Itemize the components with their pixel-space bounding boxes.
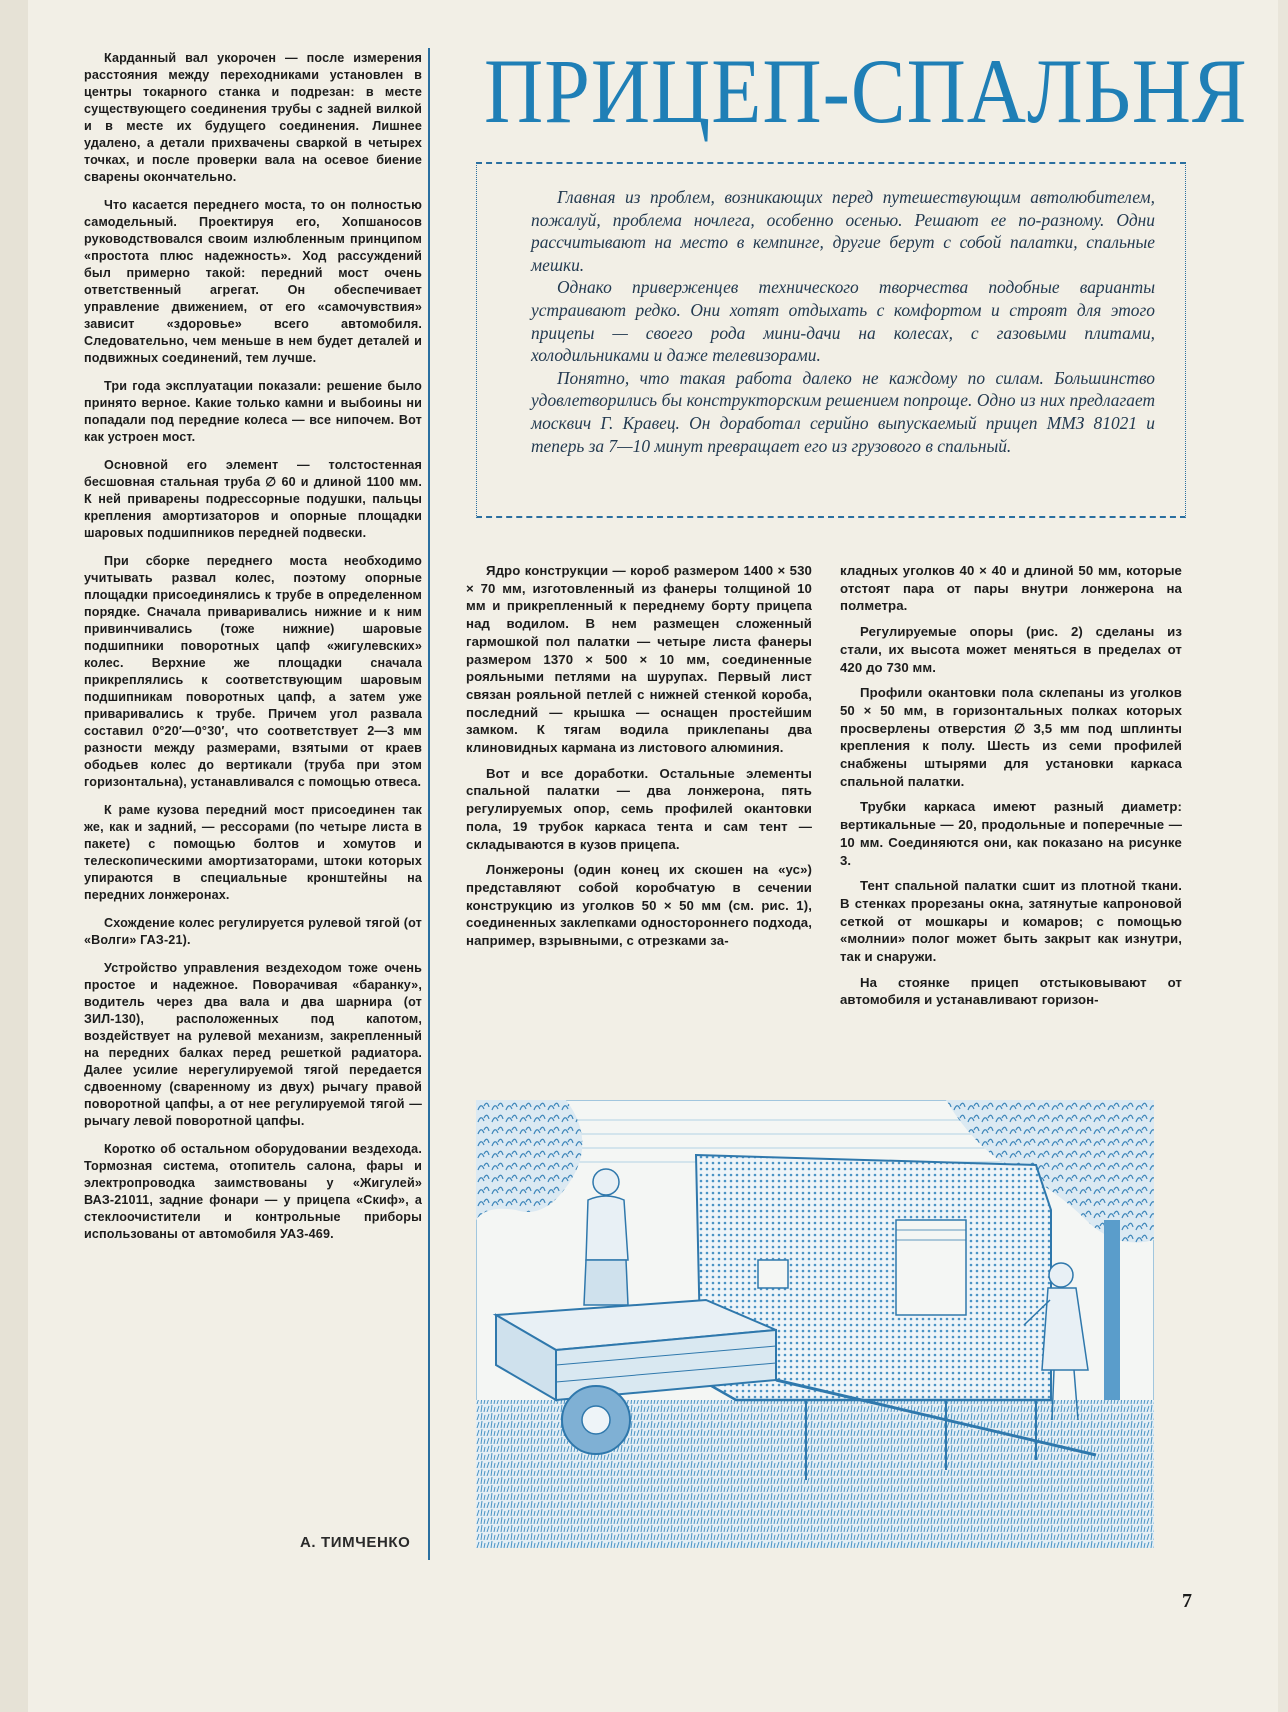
left-paragraph: Коротко об остальном оборудовании вездехода. Тормозная система, отопитель салона, фары и электропроводка заимствованы у «Жигулей» ВАЗ-21011, задние фонари — у прицепа «Скиф», а стеклоочистители и контрольные приборы использованы от автомобиля УАЗ-469. xyxy=(84,1142,422,1241)
trailer-tent-illustration xyxy=(476,1100,1154,1548)
left-paragraph: При сборке переднего моста необходимо учитывать развал колес, поэтому опорные площадки присоединялись к трубе в определенном порядке. Сначала приваривались нижние и к ним привинчивались (тоже нижние) шаровые подшипники поворотных цапф «жигулевских» колес. Верхние же площадки сначала прикреплялись к соответствующим шаровым подшипникам поворотных цапф, а затем уже приваривались к трубе. Причем угол развала составил 0°20′—0°30′, что соответствует 2—3 мм разности между размерами, взятыми от краев ободьев колес до вертикали (труба при этом горизонтальна), устанавливался с помощью отвеса. xyxy=(84,554,422,789)
right-paragraph: На стоянке прицеп отстыковывают от автомобиля и устанавливают горизон- xyxy=(840,974,1182,1008)
lead-paragraph: Однако приверженцев технического творчества подобные варианты устраивают редко. Они хотят отдыхать с комфортом и строят для этого прицепы — своего рода мини-дачи на колесах, с газовыми плитами, холодильниками и даже телевизорами. xyxy=(531,277,1155,366)
left-paragraph: Основной его элемент — толстостенная бесшовная стальная труба ∅ 60 и длиной 1100 мм. К ней приварены подрессорные подушки, пальцы крепления амортизаторов и опорные площадки шаровых подшипников передней подвески. xyxy=(84,458,422,540)
left-paragraph: Схождение колес регулируется рулевой тягой (от «Волги» ГАЗ-21). xyxy=(84,916,422,947)
column-divider xyxy=(428,48,430,1560)
lead-paragraph: Понятно, что такая работа далеко не каждому по силам. Большинство удовлетворились бы конструкторским решением попроще. Одно из них предлагает москвич Г. Кравец. Он доработал серийно выпускаемый прицеп ММЗ 81021 и теперь за 7—10 минут превращает его из грузового в спальный. xyxy=(531,367,1155,456)
left-paragraph: Устройство управления вездеходом тоже очень простое и надежное. Поворачивая «баранку», водитель через два вала и два шарнира (от ЗИЛ-130), расположенных под капотом, воздействует на рулевой механизм, закрепленный на передних балках перед решеткой радиатора. Далее усилие нерегулируемой тягой передается сдвоенному (сваренному из двух) рычагу правой поворотной цапфы, а от нее регулируемой тягой — рычагу левой поворотной цапфы. xyxy=(84,961,422,1128)
article-title: ПРИЦЕП-СПАЛЬНЯ xyxy=(484,40,1248,143)
lead-box xyxy=(476,162,1186,518)
lead-paragraph: Главная из проблем, возникающих перед путешествующим автолюбителем, пожалуй, проблема ночлега, особенно осенью. Решают ее по-разному. Одни рассчитывают на место в кемпинге, другие берут с собой палатки, спальные мешки. xyxy=(531,187,1155,275)
left-paragraph: К раме кузова передний мост присоединен так же, как и задний, — рессорами (по четыре листа в пакете) с помощью болтов и хомутов и телескопическими амортизаторами, штоки которых упираются в специальные кронштейны на передних лонжеронах. xyxy=(84,803,422,902)
right-column xyxy=(840,562,1182,1017)
right-paragraph: Тент спальной палатки сшит из плотной ткани. В стенках прорезаны окна, затянутые капроновой сеткой от мошкары и комаров; с помощью «молнии» полог может быть закрыт как изнутри, так и снаружи. xyxy=(840,878,1182,965)
author-signature: А. ТИМЧЕНКО xyxy=(300,1534,411,1551)
middle-paragraph: Вот и все доработки. Остальные элементы спальной палатки — два лонжерона, пять регулируемых опор, семь профилей окантовки пола, 19 трубок каркаса тента и сам тент — складываются в кузов прицепа. xyxy=(466,765,812,852)
left-column xyxy=(84,50,422,1254)
left-paragraph: Карданный вал укорочен — после измерения расстояния между переходниками установлен в центры токарного станка и подрезан: в месте существующего соединения трубы с задней вилкой и в месте их будущего соединения. Лишнее удалено, а детали прихвачены сваркой в четырех точках, и после проверки вала на осевое биение сварены окончательно. xyxy=(84,51,422,184)
page-number: 7 xyxy=(1182,1590,1192,1612)
middle-column xyxy=(466,562,812,958)
right-paragraph: Трубки каркаса имеют разный диаметр: вертикальные — 20, продольные и поперечные — 10 мм. Соединяются они, как показано на рисунке 3. xyxy=(840,799,1182,868)
left-paragraph: Что касается переднего моста, то он полностью самодельный. Проектируя его, Хопшаносов руководствовался своим излюбленным принципом «простота плюс надежность». Ход рассуждений был примерно такой: передний мост очень ответственный агрегат. Он обеспечивает управление движением, от его «самочувствия» зависит «здоровье» всего автомобиля. Следовательно, чем меньше в нем будет деталей и подвижных соединений, тем лучше. xyxy=(84,198,422,365)
right-paragraph: Профили окантовки пола склепаны из уголков 50 × 50 мм, в горизонтальных полках которых просверлены отверстия ∅ 3,5 мм под шплинты крепления к полу. Шесть из семи профилей снабжены штырями для установки каркаса спальной палатки. xyxy=(840,685,1182,789)
right-paragraph: Регулируемые опоры (рис. 2) сделаны из стали, их высота может меняться в пределах от 420 до 730 мм. xyxy=(840,624,1182,675)
middle-paragraph: Лонжероны (один конец их скошен на «ус») представляют собой коробчатую в сечении конструкцию из уголков 50 × 50 мм (см. рис. 1), соединенных заклепками одностороннего подхода, например, взрывными, с отрезками за- xyxy=(466,862,812,949)
tent-window xyxy=(896,1220,966,1315)
right-paragraph: кладных уголков 40 × 40 и длиной 50 мм, которые отстоят пара от пары внутри лонжерона на полметра. xyxy=(840,563,1182,614)
left-paragraph: Три года эксплуатации показали: решение было принято верное. Какие только камни и выбоины ни попадали под передние колеса — все нипочем. Вот как устроен мост. xyxy=(84,379,422,444)
middle-paragraph: Ядро конструкции — короб размером 1400 × 530 × 70 мм, изготовленный из фанеры толщиной 10 мм и прикрепленный к переднему борту прицепа над водилом. В нем размещен сложенный гармошкой пол палатки — четыре листа фанеры размером 1370 × 500 × 10 мм, соединенные рояльными петлями на шурупах. Первый лист связан рояльной петлей с нижней стенкой короба, последний — крышка — оснащен простейшим замком. К тягам водила приклепаны два клиновидных кармана из листового алюминия. xyxy=(466,563,812,756)
tent-window-small xyxy=(758,1260,788,1288)
